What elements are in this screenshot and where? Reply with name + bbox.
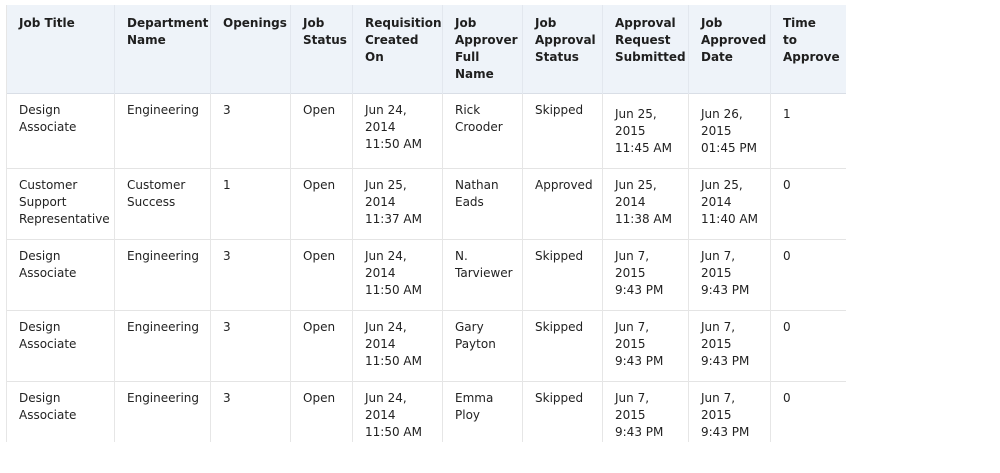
cell-job-approved-date: Jun 7, 2015 9:43 PM [689, 311, 771, 382]
cell-time-to-approve: 0 [771, 240, 847, 311]
cell-job-approved-date: Jun 7, 2015 9:43 PM [689, 240, 771, 311]
cell-requisition-created-on: Jun 24, 2014 11:50 AM [353, 311, 443, 382]
cell-job-approver-full-name: Nathan Eads [443, 169, 523, 240]
table-header [7, 5, 847, 94]
cell-approval-request-submitted: Jun 7, 2015 9:43 PM [603, 240, 689, 311]
cell-job-approved-date: Jun 25, 2014 11:40 AM [689, 169, 771, 240]
cell-time-to-approve: 0 [771, 169, 847, 240]
cell-approval-request-submitted: Jun 7, 2015 9:43 PM [603, 311, 689, 382]
cell-department-name: Engineering [115, 94, 211, 169]
column-header-time-to-approve[interactable]: Time to Approve [771, 5, 847, 94]
cell-job-approval-status: Skipped [523, 382, 603, 443]
header-row [7, 5, 847, 94]
cell-job-approval-status: Skipped [523, 94, 603, 169]
cell-approval-request-submitted: Jun 25, 2015 11:45 AM [603, 94, 689, 169]
cell-job-title: Design Associate [7, 94, 115, 169]
cell-requisition-created-on: Jun 24, 2014 11:50 AM [353, 382, 443, 443]
cell-job-approver-full-name: Gary Payton [443, 311, 523, 382]
job-approvals-table [6, 5, 846, 442]
cell-job-approved-date: Jun 26, 2015 01:45 PM [689, 94, 771, 169]
table-row [7, 311, 847, 382]
column-header-job-title[interactable]: Job Title [7, 5, 115, 94]
column-header-job-status[interactable]: Job Status [291, 5, 353, 94]
cell-job-title: Design Associate [7, 311, 115, 382]
table-row [7, 94, 847, 169]
cell-openings: 3 [211, 94, 291, 169]
column-header-openings[interactable]: Openings [211, 5, 291, 94]
cell-openings: 3 [211, 240, 291, 311]
cell-job-approved-date: Jun 7, 2015 9:43 PM [689, 382, 771, 443]
cell-job-title: Customer Support Representative [7, 169, 115, 240]
cell-job-approver-full-name: N. Tarviewer [443, 240, 523, 311]
cell-job-approval-status: Approved [523, 169, 603, 240]
cell-job-approval-status: Skipped [523, 311, 603, 382]
cell-department-name: Customer Success [115, 169, 211, 240]
table-body [7, 94, 847, 443]
cell-department-name: Engineering [115, 240, 211, 311]
cell-job-status: Open [291, 169, 353, 240]
cell-job-title: Design Associate [7, 240, 115, 311]
column-header-requisition-created-on[interactable]: Requisition Created On [353, 5, 443, 94]
job-approvals-table-container [6, 5, 846, 442]
cell-job-approval-status: Skipped [523, 240, 603, 311]
cell-time-to-approve: 1 [771, 94, 847, 169]
cell-job-approver-full-name: Rick Crooder [443, 94, 523, 169]
cell-approval-request-submitted: Jun 7, 2015 9:43 PM [603, 382, 689, 443]
cell-job-status: Open [291, 311, 353, 382]
table-row [7, 382, 847, 443]
cell-approval-request-submitted: Jun 25, 2014 11:38 AM [603, 169, 689, 240]
column-header-job-approved-date[interactable]: Job Approved Date [689, 5, 771, 94]
cell-department-name: Engineering [115, 382, 211, 443]
cell-time-to-approve: 0 [771, 382, 847, 443]
cell-openings: 3 [211, 382, 291, 443]
column-header-approval-request-submitted[interactable]: Approval Request Submitted [603, 5, 689, 94]
column-header-job-approval-status[interactable]: Job Approval Status [523, 5, 603, 94]
cell-requisition-created-on: Jun 24, 2014 11:50 AM [353, 94, 443, 169]
table-row [7, 169, 847, 240]
cell-job-status: Open [291, 382, 353, 443]
column-header-department-name[interactable]: Department Name [115, 5, 211, 94]
cell-time-to-approve: 0 [771, 311, 847, 382]
cell-job-status: Open [291, 240, 353, 311]
cell-requisition-created-on: Jun 25, 2014 11:37 AM [353, 169, 443, 240]
table-row [7, 240, 847, 311]
cell-job-title: Design Associate [7, 382, 115, 443]
cell-openings: 1 [211, 169, 291, 240]
column-header-job-approver-full-name[interactable]: Job Approver Full Name [443, 5, 523, 94]
cell-requisition-created-on: Jun 24, 2014 11:50 AM [353, 240, 443, 311]
cell-department-name: Engineering [115, 311, 211, 382]
cell-job-status: Open [291, 94, 353, 169]
cell-openings: 3 [211, 311, 291, 382]
cell-job-approver-full-name: Emma Ploy [443, 382, 523, 443]
